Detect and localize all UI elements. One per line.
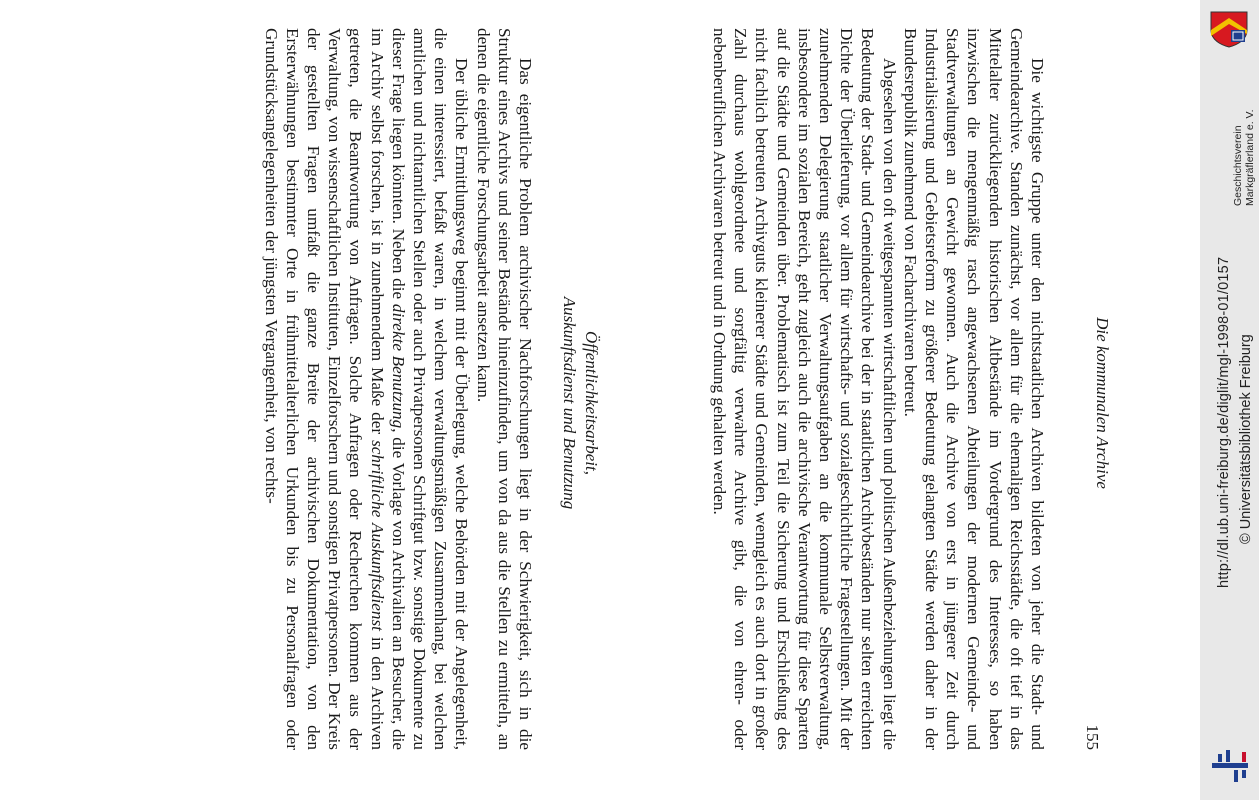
society-name-line-2: Markgräflerland e. V. xyxy=(1244,109,1256,206)
page-number: 155 xyxy=(1083,724,1102,750)
text-block-2 xyxy=(260,28,536,750)
paragraph-3: Das eigentliche Problem archivischer Nachforschungen liegt in der Schwierigkeit, sich in die Struktur eines Archivs und seiner Bestände hineinzufinden, um von da aus die Stellen zu ermitteln, an denen die eigentliche Forschungsarbeit ansetzen kann. xyxy=(473,28,535,750)
paragraph-4 xyxy=(260,28,472,750)
text-block-1 xyxy=(709,28,1048,750)
section-title-line-2: Auskunftsdienst und Benutzung xyxy=(560,296,579,510)
paragraph-4-part-c: in den Archiven getreten, die Beantwortung von Anfragen. Solche Anfragen oder Recherchen kommen aus der Verwaltung, von wissenschaftlichen Instituten, Einzelforschern und sonstigen Privatpersonen. Der Kreis der gestellten Fragen umfaßt die ganze Breite der archivischen Dokumentation, von den Ersterwähnungen bestimmter Orte in frühmittelalterlichen Urkunden bis zu Personalfragen oder Grundstücksangelegenheiten der jüngsten Vergangenheit, von rechts- xyxy=(261,28,387,751)
paragraph-2: Abgesehen von den oft weitgespannten wirtschaftlichen und politischen Außenbeziehungen liegt die Bedeutung der Stadt- und Gemeindearchive bei der in staatlichen Archivbeständen nur selten erreichten Dichte der Überlieferung, vor allem für wirtschafts- und sozialgeschichtliche Fragestellungen. Mit der zunehmenden Delegierung staatlicher Verwaltungsaufgaben an die kommunale Selbstverwaltung, insbesondere im sozialen Bereich, geht zugleich auch die archivische Verantwortung für diese Sparten auf die Städte und Gemeinden über. Problematisch ist zum Teil die Sicherung und Erschließung des nicht fachlich betreuten Archivguts kleinerer Städte und Gemeinden, wenngleich es auch dort in großer Zahl durchaus wohlgeordnete und sorgfältig verwahrte Archive gibt, die von ehren- oder nebenberuflichen Archivaren betreut und in Ordnung gehalten werden. xyxy=(709,28,899,750)
library-logo-icon xyxy=(1210,748,1250,784)
coat-of-arms-icon xyxy=(1207,8,1251,48)
society-name-line-1: Geschichtsverein xyxy=(1232,125,1244,206)
paragraph-4-part-b: , die Vorlage von Archivalien an Besucher, die im Archiv selbst forschen, ist in zunehmendem Maße der xyxy=(367,28,408,750)
rotated-page-content xyxy=(110,28,1120,778)
copyright-notice: © Universitätsbibliothek Freiburg xyxy=(1238,334,1254,544)
section-title-line-1: Öffentlichkeitsarbeit, xyxy=(582,331,601,475)
running-head: Die kommunalen Archive xyxy=(1093,317,1112,489)
emphasis-direkte-benutzung: direkte Benutzung xyxy=(388,303,408,429)
permalink-url[interactable]: http://dl.ub.uni-freiburg.de/diglit/mgl-1998-01/0157 xyxy=(1216,256,1232,588)
paragraph-1: Die wichtigste Gruppe unter den nichtstaatlichen Archiven bildeten von jeher die Stadt- und Gemeindearchive. Standen zunächst, vor allem für die ehemaligen Reichsstädte, die oft tief in das Mittelalter zurückliegenden historischen Altbestände im Vordergrund des Interesses, so haben inzwischen die mengenmäßig rasch angewachsenen Abteilungen der modernen Gemeinde- und Stadtverwaltungen an Gewicht gewonnen. Auch die Archive von erst in jüngerer Zeit durch Industrialisierung und Gebietsreform zu größerer Bedeutung gelangten Städte werden daher in der Bundesrepublik zunehmend von Facharchivaren betreut. xyxy=(900,28,1047,750)
emphasis-schriftliche-auskunftsdienst: schriftliche Auskunftsdienst xyxy=(367,440,387,631)
paragraph-4-part-a: Der übliche Ermittlungsweg beginnt mit der Überlegung, welche Behörden mit der Angelegenheit, die einen interessiert, befaßt waren, in welchem verwaltungsmäßigen Zusammenhang, bei welchen amtlichen und nichtamtlichen Stellen oder auch Privatpersonen Schriftgut bzw. sonstige Dokumente zu dieser Frage liegen könnten. Neben die xyxy=(388,28,472,750)
